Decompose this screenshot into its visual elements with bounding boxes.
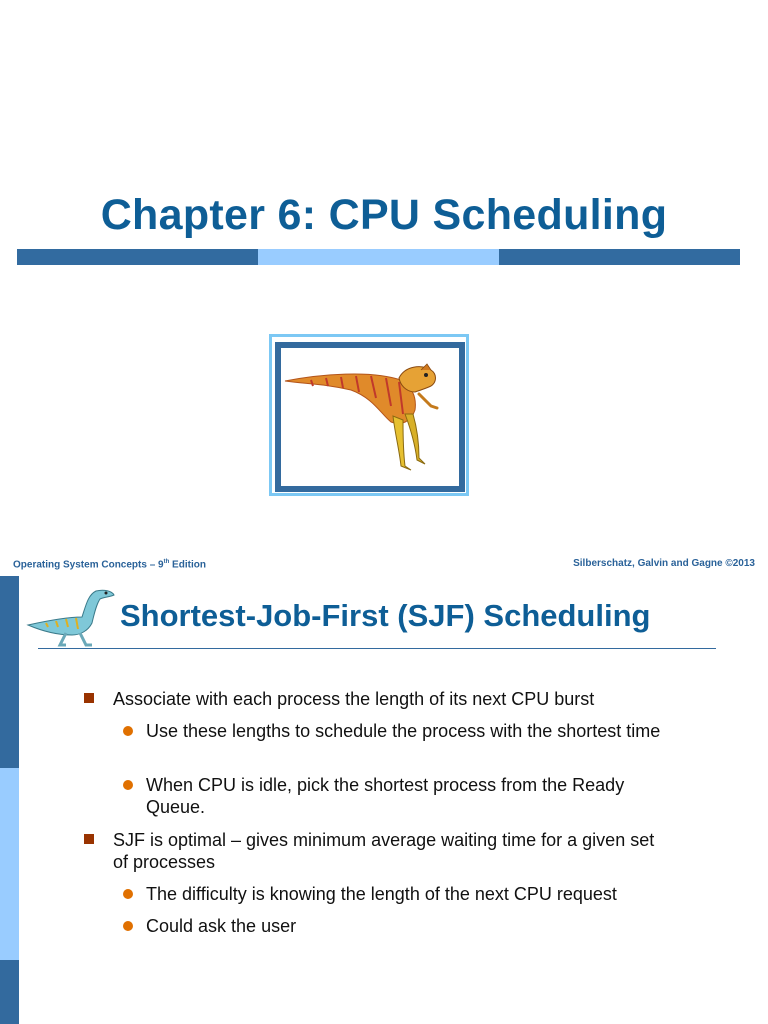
side-bar-middle <box>0 768 19 960</box>
sub-list-item: The difficulty is knowing the length of the next CPU request <box>146 883 676 905</box>
footer-right: Silberschatz, Galvin and Gagne ©2013 <box>573 558 755 569</box>
sub-list-item: Could ask the user <box>146 915 676 937</box>
footer-left: Operating System Concepts – 9th Edition <box>13 559 206 571</box>
side-bar-top <box>0 576 19 768</box>
dinosaur-icon <box>281 348 459 486</box>
slide-title: Chapter 6: CPU Scheduling <box>100 191 668 239</box>
list-item: Associate with each process the length of its next CPU burst <box>113 688 673 710</box>
round-bullet-icon <box>123 921 133 931</box>
content-slide <box>0 576 768 1024</box>
round-bullet-icon <box>123 726 133 736</box>
image-frame-inner <box>275 342 465 492</box>
dinosaur-icon <box>26 581 118 647</box>
image-frame <box>269 334 469 496</box>
round-bullet-icon <box>123 780 133 790</box>
title-bar-middle <box>258 249 499 265</box>
side-bar-bottom <box>0 960 19 1024</box>
title-bar-left <box>17 249 258 265</box>
round-bullet-icon <box>123 889 133 899</box>
slide-title: Shortest-Job-First (SJF) Scheduling <box>120 598 651 633</box>
list-item: SJF is optimal – gives minimum average waiting time for a given set of processes <box>113 829 673 873</box>
sub-list-item: When CPU is idle, pick the shortest process from the Ready Queue. <box>146 774 676 818</box>
title-bar-right <box>499 249 740 265</box>
square-bullet-icon <box>84 693 94 703</box>
sub-list-item: Use these lengths to schedule the process with the shortest time <box>146 720 676 742</box>
title-underline <box>38 648 716 649</box>
square-bullet-icon <box>84 834 94 844</box>
